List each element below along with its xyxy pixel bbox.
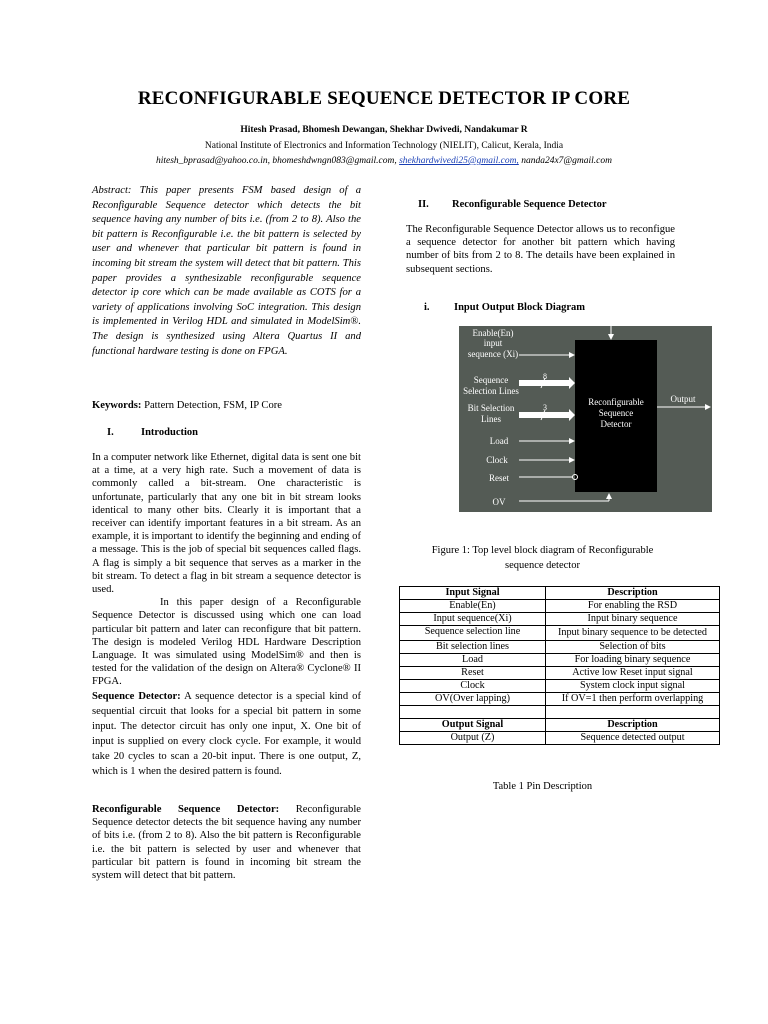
table-header-description: Description [546, 587, 720, 600]
signal-cell: Input sequence(Xi) [400, 613, 546, 626]
reconfigurable-text: Reconfigurable Sequence detector detects the bit sequence having any number of bits i.e. (from 2 to 8). Also the bit pattern is Reconfigurable i.e. the bit pattern is selected by user and whenever that particular bit pattern is found in incoming bit stream the system will detect that bit pattern. [92, 804, 362, 882]
subsection-number: i. [424, 302, 430, 313]
signal-cell: Clock [400, 680, 546, 693]
bit-sel-bus-width: 3 [543, 403, 547, 412]
description-cell: System clock input signal [546, 680, 720, 693]
table-row [400, 693, 720, 706]
signal-cell: OV(Over lapping) [400, 693, 546, 706]
section-2-heading [418, 198, 687, 211]
output-label: Output [670, 394, 696, 404]
sequence-detector-paragraph [92, 689, 361, 779]
subsection-heading [424, 301, 693, 314]
bit-sel-label-2: Lines [481, 414, 501, 424]
signal-cell: Reset [400, 667, 546, 680]
section-2-body [406, 223, 675, 276]
seq-sel-bus-arrow [519, 377, 575, 389]
table-row [400, 641, 720, 654]
load-label: Load [489, 436, 509, 446]
bit-sel-label-1: Bit Selection [467, 403, 515, 413]
authors: Hitesh Prasad, Bhomesh Dewangan, Shekhar Dwivedi, Nandakumar R [240, 125, 528, 135]
intro-paragraph-1: In a computer network like Ethernet, digital data is sent one bit at a time, at a very high rate. Such a movement of data is commonly called a bit-stream. One characteristic is unfortunate, particularly that any one bit in bit stream looks identical to many other bits. Clearly it is important that a receiver can identify important features in a bit stream. As an example, it is important to identify the beginning and ending of a message. This is the job of special bit sequences called flags. A flag is simply a bit sequence that serves as a marker in the bit stream. To detect a flag in bit stream a sequence detector is used. [92, 452, 361, 596]
signal-cell: Sequence selection line [400, 626, 546, 641]
email-list-2: nanda24x7@gmail.com [521, 156, 612, 166]
description-cell: For enabling the RSD [546, 600, 720, 613]
signal-cell: Enable(En) [400, 600, 546, 613]
ov-label: OV [492, 497, 506, 507]
emails [0, 156, 768, 166]
section-1-heading [107, 426, 376, 439]
input1-label-3: sequence (Xi) [467, 349, 519, 359]
table-header-output-description: Description [546, 719, 720, 732]
signal-cell: Output (Z) [400, 732, 546, 745]
keywords [92, 399, 361, 412]
seq-sel-label-2: Selection Lines [463, 386, 519, 396]
email-list-1: hitesh_bprasad@yahoo.co.in, bhomeshdwngn083@gmail.com, [155, 156, 397, 166]
description-cell: Input binary sequence [546, 613, 720, 626]
figure-caption [406, 543, 679, 573]
table-header-signal: Input Signal [400, 587, 546, 600]
reconfigurable-paragraph [92, 803, 361, 882]
section-1-title: Introduction [141, 427, 198, 438]
table-row [400, 732, 720, 745]
block-label-2: Sequence [598, 408, 634, 418]
block-label-1: Reconfigurable [588, 397, 644, 407]
keywords-text: Pattern Detection, FSM, IP Core [141, 400, 282, 411]
description-cell: If OV=1 then perform overlapping [546, 693, 720, 706]
description-cell: Sequence detected output [546, 732, 720, 745]
paper-title: RECONFIGURABLE SEQUENCE DETECTOR IP CORE [137, 88, 631, 109]
seq-sel-label-1: Sequence [473, 375, 509, 385]
table-row [400, 667, 720, 680]
signal-cell: Bit selection lines [400, 641, 546, 654]
table-output-header-row [400, 719, 720, 732]
table-row [400, 680, 720, 693]
email-link[interactable]: shekhardwivedi25@gmail.com, [399, 156, 519, 166]
table-header-row [400, 587, 720, 600]
figure-caption-line-1: Figure 1: Top level block diagram of Reconfigurable [431, 545, 654, 556]
description-cell: For loading binary sequence [546, 654, 720, 667]
description-cell: Input binary sequence to be detected [546, 626, 720, 641]
section-2-title: Reconfigurable Sequence Detector [452, 199, 607, 210]
table-row [400, 654, 720, 667]
section-2-number: II. [418, 199, 429, 210]
description-cell: Active low Reset input signal [546, 667, 720, 680]
table-row [400, 613, 720, 626]
table-row [400, 600, 720, 613]
input1-label-2: input [483, 338, 503, 348]
sequence-detector-text: A sequence detector is a special kind of sequential circuit that looks for a special bit pattern in some input. The detector circuit has only one input, X. One bit of input is supplied on every clock cycle. For example, it would take 20 cycles to scan a 20-bit input. There is one output, Z, which is 1 when the desired pattern is found. [92, 691, 361, 777]
bit-sel-bus-arrow [519, 409, 575, 421]
keywords-label: Keywords: [92, 400, 142, 411]
sequence-detector-label: Sequence Detector: [92, 691, 181, 702]
table-caption: Table 1 Pin Description [492, 781, 593, 792]
seq-sel-bus-width: 8 [543, 372, 547, 381]
abstract [92, 184, 361, 359]
table-header-output-signal: Output Signal [400, 719, 546, 732]
institution: National Institute of Electronics and Information Technology (NIELIT), Calicut, Kerala, India [204, 141, 564, 151]
figure-caption-line-2: sequence detector [505, 560, 580, 571]
pin-table [399, 586, 720, 745]
intro-paragraph-2: In this paper design of a Reconfigurable Sequence Detector is discussed using which one can load particular bit pattern and later can reconfigure that bit pattern. The design is modeled Verilog HDL Hardware Description Language. It was simulated using ModelSim® and then is tested for the validation of the design on Altera® Cyclone® II FPGA. [92, 597, 361, 688]
table-spacer-row [400, 706, 720, 719]
intro-body [92, 451, 361, 689]
abstract-text: Abstract: This paper presents FSM based design of a Reconfigurable Sequence detector which detects the bit sequence having any number of bits i.e. (from 2 to 8). Also the bit pattern is Reconfigurable i.e. the bit pattern is selected by user and whenever that particular bit pattern is found in incoming bit stream the system will detect that bit pattern. This paper provides a synthesizable reconfigurable sequence detector ip core which can be made available as COTS for a variety of applications involving SoC integration. This design is implemented in Verilog HDL and simulated in ModelSim®. The design is synthesized using Altera Quartus II and functional hardware testing is done on FPGA. [92, 185, 361, 357]
signal-cell: Load [400, 654, 546, 667]
block-label-3: Detector [600, 419, 632, 429]
subsection-title: Input Output Block Diagram [454, 302, 585, 313]
reset-label: Reset [489, 473, 509, 483]
description-cell: Selection of bits [546, 641, 720, 654]
clock-label: Clock [486, 455, 508, 465]
input1-label-1: Enable(En) [472, 328, 514, 338]
table-row [400, 626, 720, 641]
section-1-number: I. [107, 427, 114, 438]
section-2-paragraph: The Reconfigurable Sequence Detector allows us to reconfigue a sequence detector for another bit pattern which having number of bits from 2 to 8. The details have been explained in subsequent sections. [406, 224, 675, 275]
reconfigurable-label: Reconfigurable Sequence Detector: [92, 804, 280, 815]
block-diagram [459, 326, 712, 512]
